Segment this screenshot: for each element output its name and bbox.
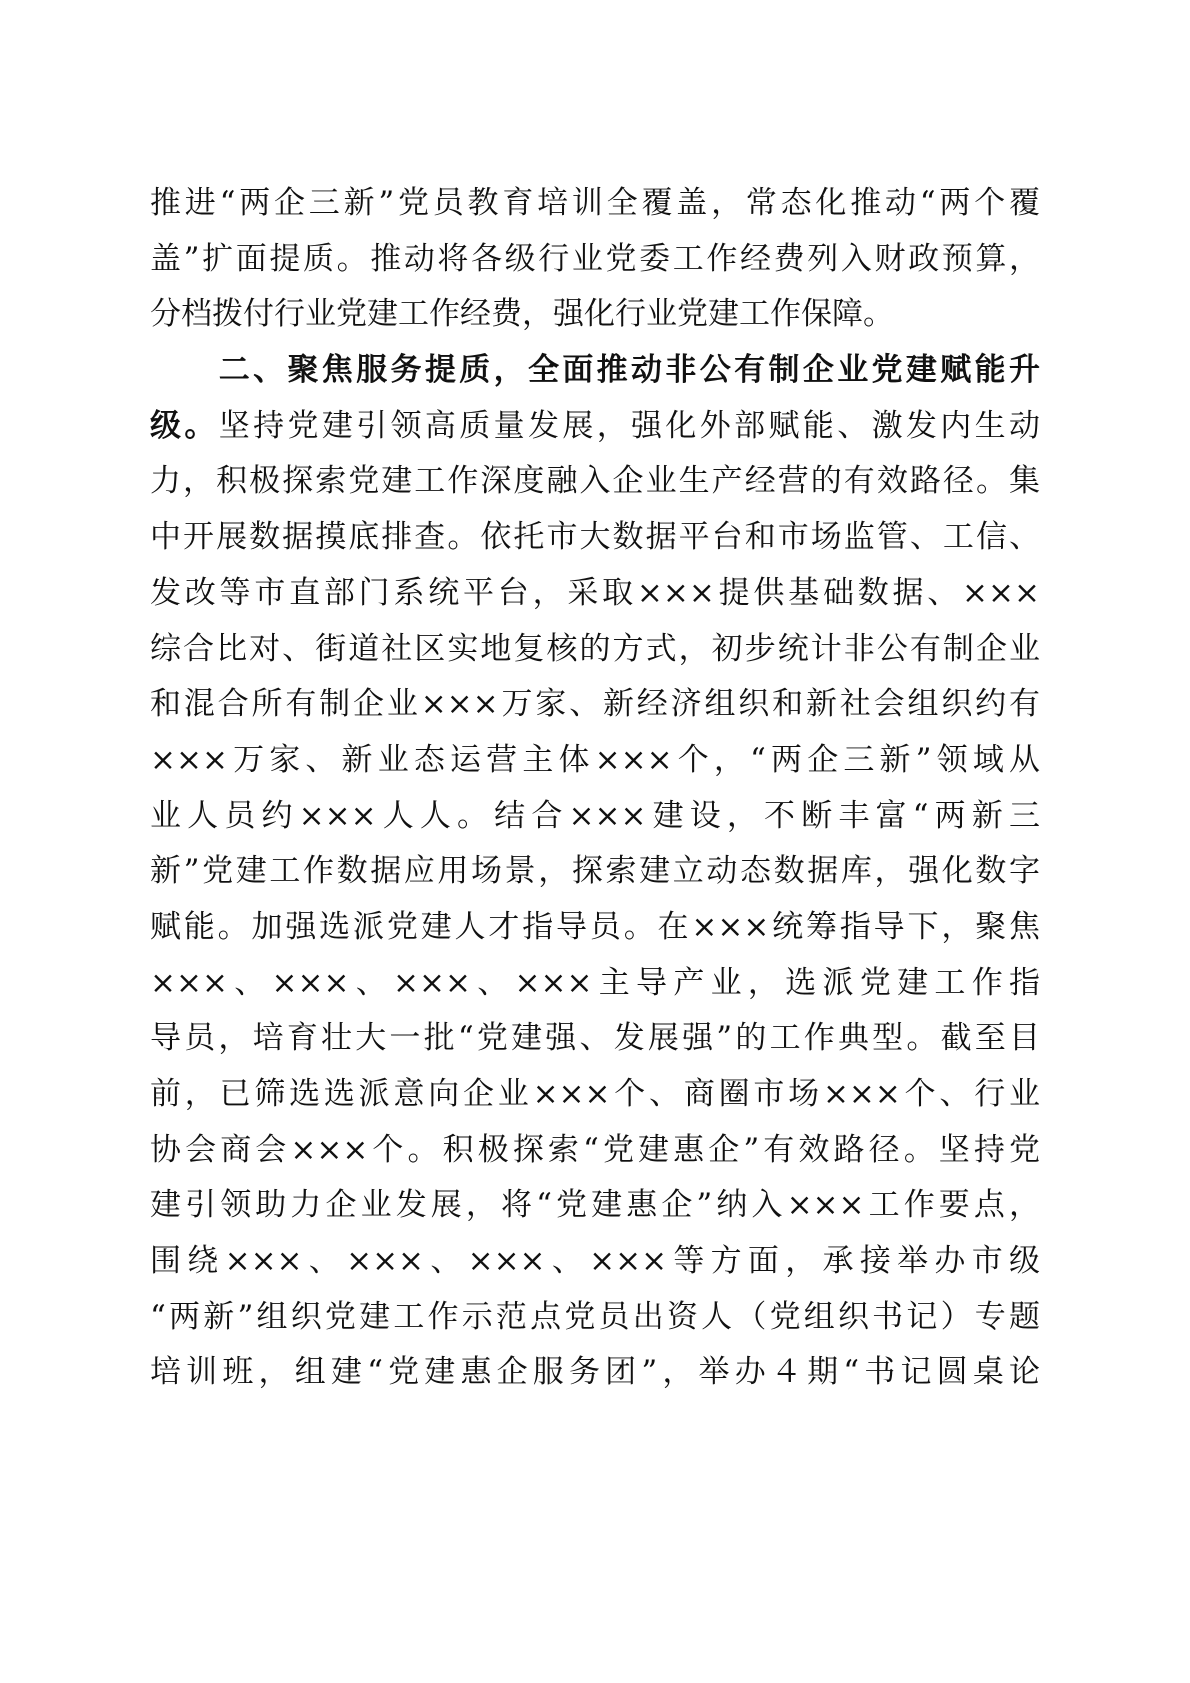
p2-line-17: 围绕×××、×××、×××、×××等方面，承接举办市级 xyxy=(150,1243,1040,1280)
p2-line-2-rest: 坚持党建引领高质量发展，强化外部赋能、激发内生动 xyxy=(218,407,1040,444)
p2-line-18: “两新”组织党建工作示范点党员出资人（党组织书记）专题 xyxy=(150,1298,1040,1335)
p2-line-19: 培训班，组建“党建惠企服务团”，举办４期“书记圆桌论 xyxy=(150,1354,1040,1391)
p2-line-15: 协会商会×××个。积极探索“党建惠企”有效路径。坚持党 xyxy=(150,1131,1040,1168)
p2-line-8: ×××万家、新业态运营主体×××个，“两企三新”领域从 xyxy=(150,741,1040,778)
p2-line-14: 前，已筛选选派意向企业×××个、商圈市场×××个、行业 xyxy=(150,1076,1040,1112)
p2-line-12: ×××、×××、×××、×××主导产业，选派党建工作指 xyxy=(150,964,1040,1001)
p2-line-10: 新”党建工作数据应用场景，探索建立动态数据库，强化数字 xyxy=(150,853,1040,890)
p2-line-5: 发改等市直部门系统平台，采取×××提供基础数据、××× xyxy=(150,574,1040,611)
p1-line-3: 分档拨付行业党建工作经费，强化行业党建工作保障。 xyxy=(150,296,894,333)
p2-line-6: 综合比对、街道社区实地复核的方式，初步统计非公有制企业 xyxy=(150,630,1040,667)
p2-heading-end: 级。 xyxy=(150,407,219,444)
p1-line-2: 盖”扩面提质。推动将各级行业党委工作经费列入财政预算， xyxy=(150,240,1040,277)
p2-line-3: 力，积极探索党建工作深度融入企业生产经营的有效路径。集 xyxy=(150,463,1040,500)
p2-line-16: 建引领助力企业发展，将“党建惠企”纳入×××工作要点， xyxy=(150,1187,1040,1224)
p2-heading-line-1: 二、聚焦服务提质，全面推动非公有制企业党建赋能升 xyxy=(150,352,1040,389)
p2-line-7: 和混合所有制企业×××万家、新经济组织和新社会组织约有 xyxy=(150,686,1040,723)
p2-line-11: 赋能。加强选派党建人才指导员。在×××统筹指导下，聚焦 xyxy=(150,908,1040,945)
p1-line-1: 推进“两企三新”党员教育培训全覆盖，常态化推动“两个覆 xyxy=(150,185,1040,221)
p2-line-4: 中开展数据摸底排查。依托市大数据平台和市场监管、工信、 xyxy=(150,519,1040,556)
p2-line-13: 导员，培育壮大一批“党建强、发展强”的工作典型。截至目 xyxy=(150,1020,1040,1057)
body-text xyxy=(150,176,1040,1401)
p2-heading-line-2 xyxy=(150,399,1040,455)
p2-line-9: 业人员约×××人人。结合×××建设，不断丰富“两新三 xyxy=(150,797,1040,834)
